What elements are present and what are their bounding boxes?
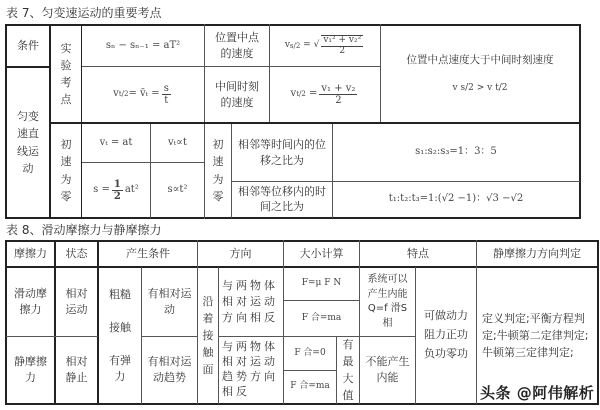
t7-equal-disp-ratio: t₁:t₂:t₃=1:(√2 −1)：√3 −√2 — [388, 193, 524, 205]
t7-comparison — [381, 26, 579, 122]
t8-header-static-direction: 静摩擦力方向判定 — [493, 247, 581, 261]
t8-sliding-state-text: 相对运动 — [65, 287, 88, 316]
t7-group-zero-initial — [51, 124, 81, 217]
t7-mid-position-label-text: 位置中点的速度 — [215, 31, 259, 60]
t7-exp-formula-1: sₙ − sₙ₋₁ = aT² — [105, 39, 181, 51]
t7-zero-v-prop: vₜ∝t — [168, 136, 187, 148]
t8-static-mag-2: F 合=ma — [290, 381, 330, 392]
t8-cond-contact: 接触 — [109, 320, 131, 334]
t8-static-dir — [219, 337, 283, 403]
t8-sliding-feature — [360, 268, 415, 336]
t7-mid-position-formula: v s/2 = √ $\frac{\text{v₁² + v₂²}}{2}$ — [284, 35, 362, 56]
table7-caption: 表 7、匀变速运动的重要考点 — [6, 6, 162, 20]
t8-static-max — [337, 337, 359, 403]
t7-zero-s-frac — [112, 179, 123, 202]
t8-shared-feature — [416, 268, 476, 403]
t8-static-feature — [360, 337, 415, 403]
t8-cond-rough: 粗糙 — [109, 287, 131, 301]
t8-static-state — [56, 337, 97, 403]
t8-static-judge-text: 定义判定;平衡方程判定;牛顿第二定律判定;牛顿第三定律判定; — [482, 311, 589, 360]
t8-static-cond-text: 有相对运动趋势 — [147, 355, 192, 384]
watermark: 头条 @阿伟解析 — [480, 384, 595, 402]
t8-header-conditions: 产生条件 — [126, 247, 170, 261]
t7-condition-value-text: 匀变速直线运动 — [17, 110, 39, 175]
lhs: v — [284, 40, 290, 51]
lhs: v — [290, 88, 297, 100]
t7-zero-s-formula — [82, 163, 150, 217]
frac-num: v₁ + v₂ — [321, 83, 356, 94]
t7-mid-position-frac — [321, 35, 363, 57]
t8-static-name — [7, 337, 54, 403]
t8-static-feature-text: 不能产生内能 — [365, 355, 410, 384]
frac-den: 2 — [339, 46, 346, 56]
t8-sliding-name — [7, 268, 54, 336]
t8-sliding-dir — [219, 268, 283, 336]
t7-condition-value — [7, 68, 49, 217]
frac-den: 2 — [335, 95, 342, 106]
t8-cond-elastic — [99, 353, 141, 385]
t7-comparison-formula: v s/2 > v t/2 — [452, 83, 508, 94]
t8-sliding-dir-text: 与两物体相对运动方向相反 — [222, 279, 278, 324]
pre: s = — [93, 183, 110, 195]
frac-num: v₁² + v₂² — [323, 35, 362, 46]
t7-equal-time-label — [232, 124, 332, 181]
post: at² — [124, 183, 139, 195]
t8-sliding-cond-text: 有相对运动 — [147, 287, 192, 316]
t7-equal-time-label-text: 相邻等时间内的位移之比为 — [238, 137, 326, 167]
t8-dir-shared — [198, 268, 218, 403]
t7-zero-s-prop: s∝t² — [167, 183, 188, 195]
table8-caption: 表 8、滑动摩擦力与静摩擦力 — [6, 223, 162, 237]
t7-equal-disp-label — [232, 182, 332, 217]
frac-den: t — [164, 95, 169, 106]
t8-cond-shared — [99, 268, 141, 403]
t8-static-name-text: 静摩擦力 — [14, 355, 47, 384]
t8-cond-elastic-text: 有弹力 — [109, 353, 131, 383]
t8-sliding-name-text: 滑动摩擦力 — [14, 287, 47, 316]
t8-header-features: 特点 — [407, 247, 429, 261]
t7-exp-formula-2-sub: t/2 — [118, 90, 129, 99]
t7-mid-time-frac — [319, 83, 357, 106]
t8-static-state-text: 相对静止 — [65, 355, 88, 384]
frac-num: s — [163, 83, 169, 94]
t7-mid-time-formula: v t/2 = $\frac{\text{v₁ + v₂}}{2}$ — [290, 83, 356, 106]
t7-mid-time-label — [205, 67, 269, 122]
t8-sliding-mag-2: F 合=ma — [301, 312, 342, 323]
t8-header-friction: 摩擦力 — [14, 247, 47, 261]
t7-exp-formula-2-frac — [162, 83, 171, 106]
t8-header-magnitude: 大小计算 — [299, 247, 344, 261]
t8-static-mag-1: F 合=0 — [294, 347, 326, 358]
t8-header-state: 状态 — [65, 247, 88, 261]
t8-sliding-state — [56, 268, 97, 336]
t7-equal-time-ratio: s₁:s₂:s₃=1：3：5 — [415, 146, 497, 158]
t7-zero-v-formula: vₜ = at — [99, 136, 133, 148]
t8-static-dir-text: 与两物体相对运动趋势方向相反 — [222, 340, 278, 398]
t8-header-direction: 方向 — [229, 247, 252, 261]
frac-num: 1 — [113, 178, 121, 190]
t7-mid-position-label — [205, 26, 269, 66]
t8-sliding-mag-1: F=μ F N — [301, 278, 342, 289]
t7-mid-time-label-text: 中间时刻的速度 — [215, 79, 259, 109]
t7-border-bottom — [5, 217, 581, 219]
t8-border-bottom — [5, 403, 599, 405]
sub: s/2 — [289, 41, 301, 50]
t8-dir-shared-text: 沿着接触面 — [202, 294, 214, 377]
t7-group-experiment-text: 实验考点 — [60, 41, 72, 107]
t7-exp-formula-2 — [82, 67, 204, 122]
t8-shared-feature-text: 可做动力阻力正功负功零功 — [424, 309, 468, 360]
t8-sliding-cond — [142, 268, 197, 336]
t8-static-cond — [142, 337, 197, 403]
t8-border-right — [597, 240, 599, 405]
t7-header-condition: 条件 — [17, 39, 39, 53]
t7-group-zero-initial-right-text: 初速为零 — [212, 138, 224, 203]
t7-group-zero-initial-right — [205, 124, 231, 217]
t7-exp-formula-2-lhs: v — [113, 88, 119, 100]
sub: t/2 — [296, 90, 306, 99]
t8-static-max-text: 有最大值 — [342, 337, 354, 403]
t7-exp-formula-2-mid: = v̄ₜ = — [128, 88, 160, 100]
frac-den: 2 — [113, 190, 121, 202]
t7-equal-disp-label-text: 相邻等位移内的时间之比为 — [238, 184, 326, 213]
t7-comparison-text: 位置中点速度大于中间时刻速度 — [406, 53, 554, 66]
t7-group-experiment — [51, 26, 81, 122]
t7-group-zero-initial-text: 初速为零 — [60, 138, 72, 203]
t8-sliding-feature-text: 系统可以产生内能Q=f 滑S 相 — [367, 274, 408, 329]
